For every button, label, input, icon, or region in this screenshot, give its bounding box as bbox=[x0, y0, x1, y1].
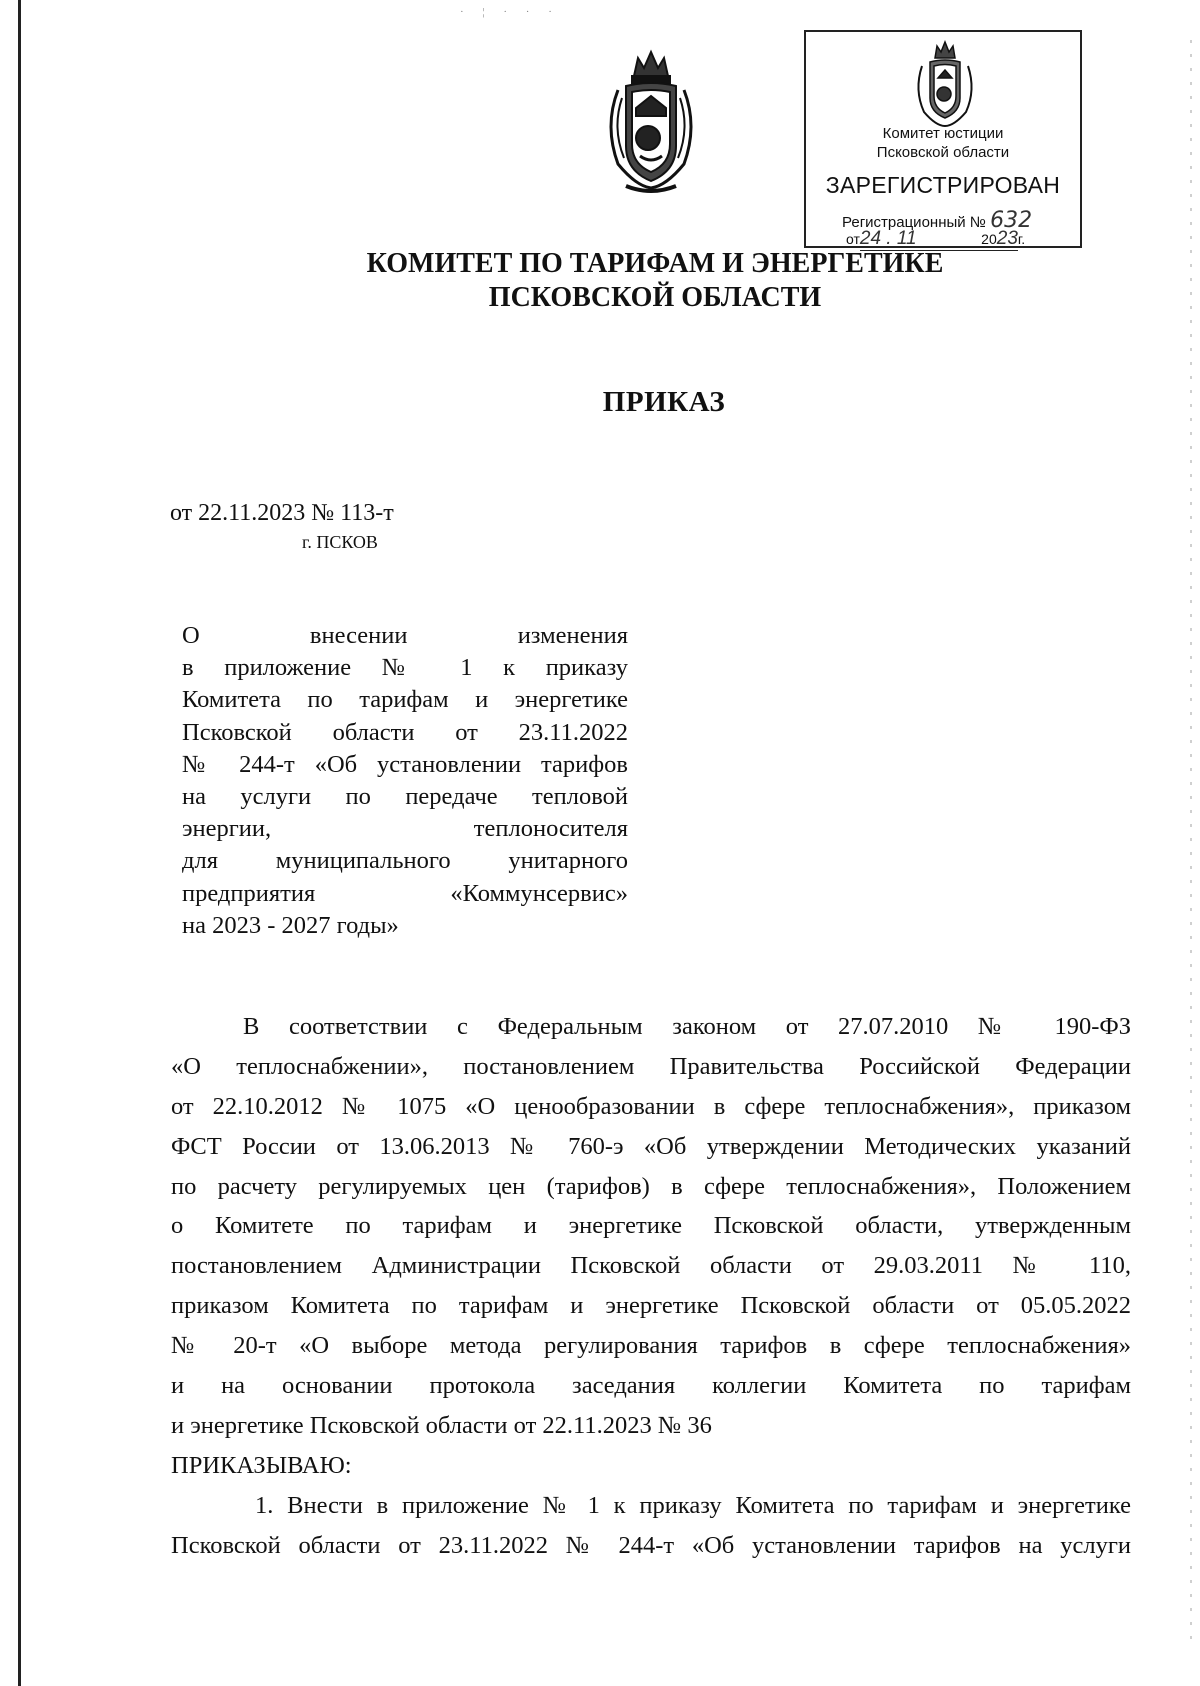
body-line: постановлением Администрации Псковской области от 29.03.2011 № 110, bbox=[171, 1252, 1131, 1280]
body-line: № 20-т «О выборе метода регулирования тарифов в сфере теплоснабжения» bbox=[171, 1332, 1131, 1360]
registration-stamp bbox=[804, 30, 1082, 248]
document-body bbox=[171, 1007, 1131, 1565]
subject-line: Комитета по тарифам и энергетике bbox=[182, 686, 628, 714]
stamp-coat-of-arms-emblem bbox=[910, 40, 980, 128]
stamp-org-line2: Псковской области bbox=[876, 144, 1010, 161]
stamp-date-year: 23 bbox=[996, 228, 1018, 249]
coat-of-arms-emblem bbox=[596, 46, 706, 196]
document-place: г. ПСКОВ bbox=[302, 532, 378, 552]
document-subject bbox=[182, 620, 628, 942]
body-line: по расчету регулируемых цен (тарифов) в сфере теплоснабжения», Положением bbox=[171, 1172, 1131, 1200]
body-line: ФСТ России от 13.06.2013 № 760-э «Об утверждении Методических указаний bbox=[171, 1132, 1131, 1160]
authority-title-line1: КОМИТЕТ ПО ТАРИФАМ И ЭНЕРГЕТИКЕ bbox=[366, 248, 944, 279]
subject-line: на 2023 - 2027 годы» bbox=[182, 911, 399, 939]
authority-title bbox=[0, 247, 1200, 315]
stamp-date-year-prefix: 20 bbox=[981, 231, 997, 247]
subject-line: для муниципального унитарного bbox=[182, 847, 628, 875]
subject-line: на услуги по передаче тепловой bbox=[182, 782, 628, 810]
subject-line: в приложение № 1 к приказу bbox=[182, 654, 628, 682]
stamp-reg-number: 632 bbox=[990, 208, 1033, 233]
subject-line: энергии, теплоносителя bbox=[182, 815, 628, 843]
body-line: приказом Комитета по тарифам и энергетике Псковской области от 05.05.2022 bbox=[171, 1292, 1131, 1320]
body-line: от 22.10.2012 № 1075 «О ценообразовании в сфере теплоснабжения», приказом bbox=[171, 1092, 1131, 1120]
stamp-date-suffix: г. bbox=[1017, 231, 1026, 247]
body-line: и энергетике Псковской области от 22.11.2023 № 36 bbox=[171, 1411, 712, 1439]
order-item-line: 1. Внести в приложение № 1 к приказу Комитета по тарифам и энергетике bbox=[255, 1491, 1131, 1519]
stamp-reg-label: Регистрационный № bbox=[842, 214, 986, 231]
subject-line: предприятия «Коммунсервис» bbox=[182, 879, 628, 907]
body-line: и на основании протокола заседания коллегии Комитета по тарифам bbox=[171, 1372, 1131, 1400]
document-date-number: от 22.11.2023 № 113-т bbox=[170, 500, 394, 526]
body-line: «О теплоснабжении», постановлением Правительства Российской Федерации bbox=[171, 1052, 1131, 1080]
subject-line: № 244-т «Об установлении тарифов bbox=[182, 750, 628, 778]
subject-line: Псковской области от 23.11.2022 bbox=[182, 718, 628, 746]
scan-specks: · ¦ · · · bbox=[460, 6, 560, 18]
body-line: В соответствии с Федеральным законом от 27.07.2010 № 190-ФЗ bbox=[243, 1013, 1131, 1040]
stamp-date-day-month: 24 . 11 bbox=[859, 228, 917, 249]
authority-title-line2: ПСКОВСКОЙ ОБЛАСТИ bbox=[488, 282, 822, 313]
stamp-date-prefix: от bbox=[846, 231, 860, 247]
document-type: ПРИКАЗ bbox=[602, 386, 726, 418]
order-item-line: Псковской области от 23.11.2022 № 244-т «Об установлении тарифов на услуги bbox=[171, 1531, 1131, 1559]
subject-line: О внесении изменения bbox=[182, 622, 628, 649]
body-line: о Комитете по тарифам и энергетике Псковской области, утвержденным bbox=[171, 1212, 1131, 1240]
stamp-org-line1: Комитет юстиции bbox=[882, 125, 1004, 142]
stamp-status: ЗАРЕГИСТРИРОВАН bbox=[825, 172, 1061, 198]
order-word: ПРИКАЗЫВАЮ: bbox=[171, 1451, 352, 1479]
